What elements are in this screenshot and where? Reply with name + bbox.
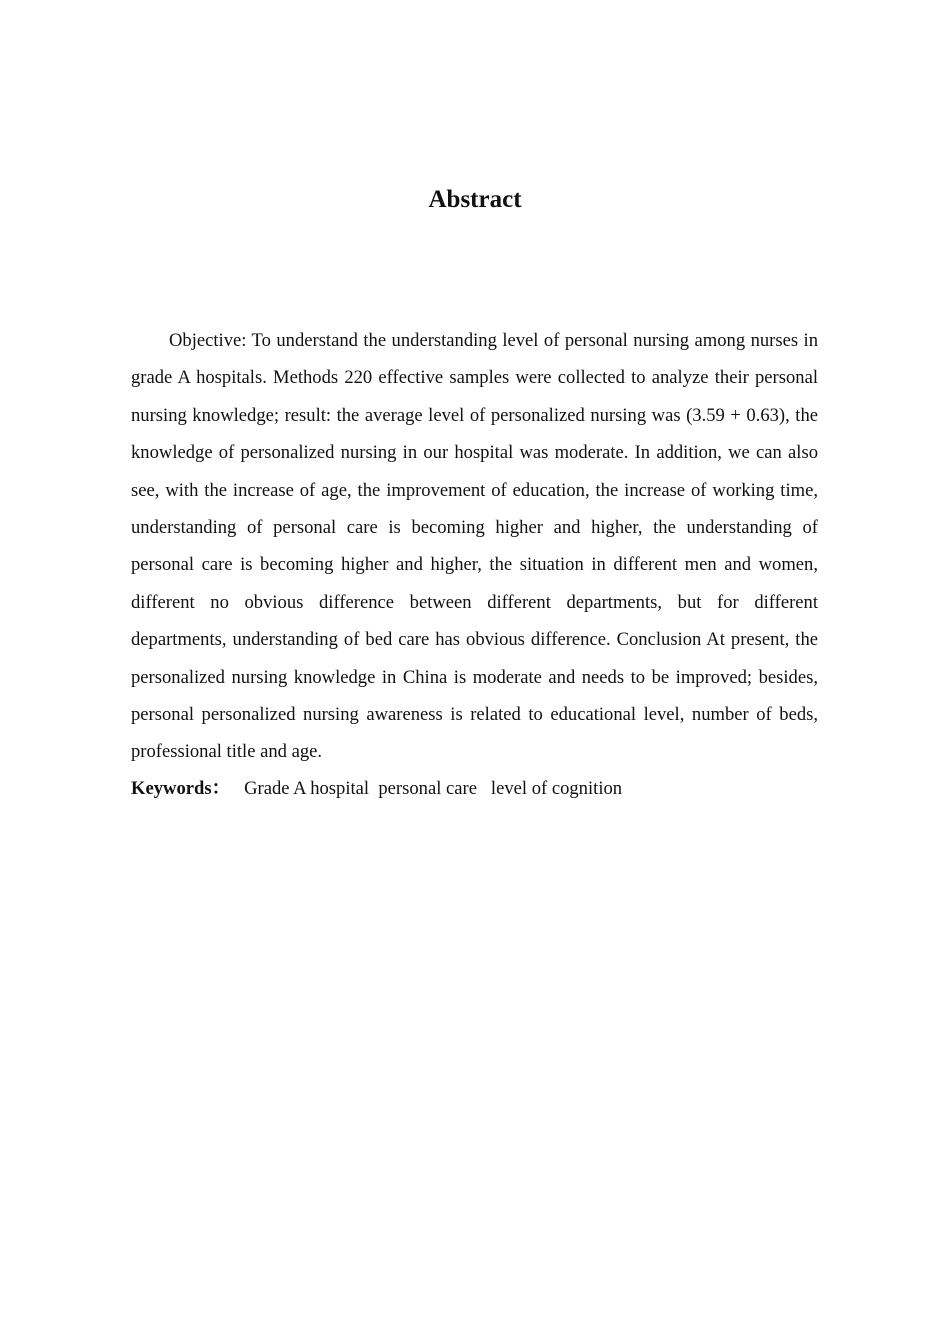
abstract-body: Objective: To understand the understanding level of personal nursing among nurses in grade A hospitals. Methods 220 effective samples were collected to analyze their personal nursing knowledge; result: the average level of personalized nursing was (3.59 + 0.63), the knowledge of personalized nursing in our hospital was moderate. In addition, we can also see, with the increase of age, the improvement of education, the increase of working time, understanding of personal care is becoming higher and higher, the understanding of personal care is becoming higher and higher, the situation in different men and women, different no obvious difference between different departments, but for different departments, understanding of bed care has obvious difference. Conclusion At present, the personalized nursing knowledge in China is moderate and needs to be improved; besides, personal personalized nursing awareness is related to educational level, number of beds, professional title and age. — [131, 330, 818, 763]
keywords-line — [131, 770, 818, 807]
keywords-value: Grade A hospital personal care level of cognition — [230, 778, 623, 799]
keywords-label: Keywords： — [131, 778, 231, 799]
abstract-title: Abstract — [428, 186, 522, 213]
